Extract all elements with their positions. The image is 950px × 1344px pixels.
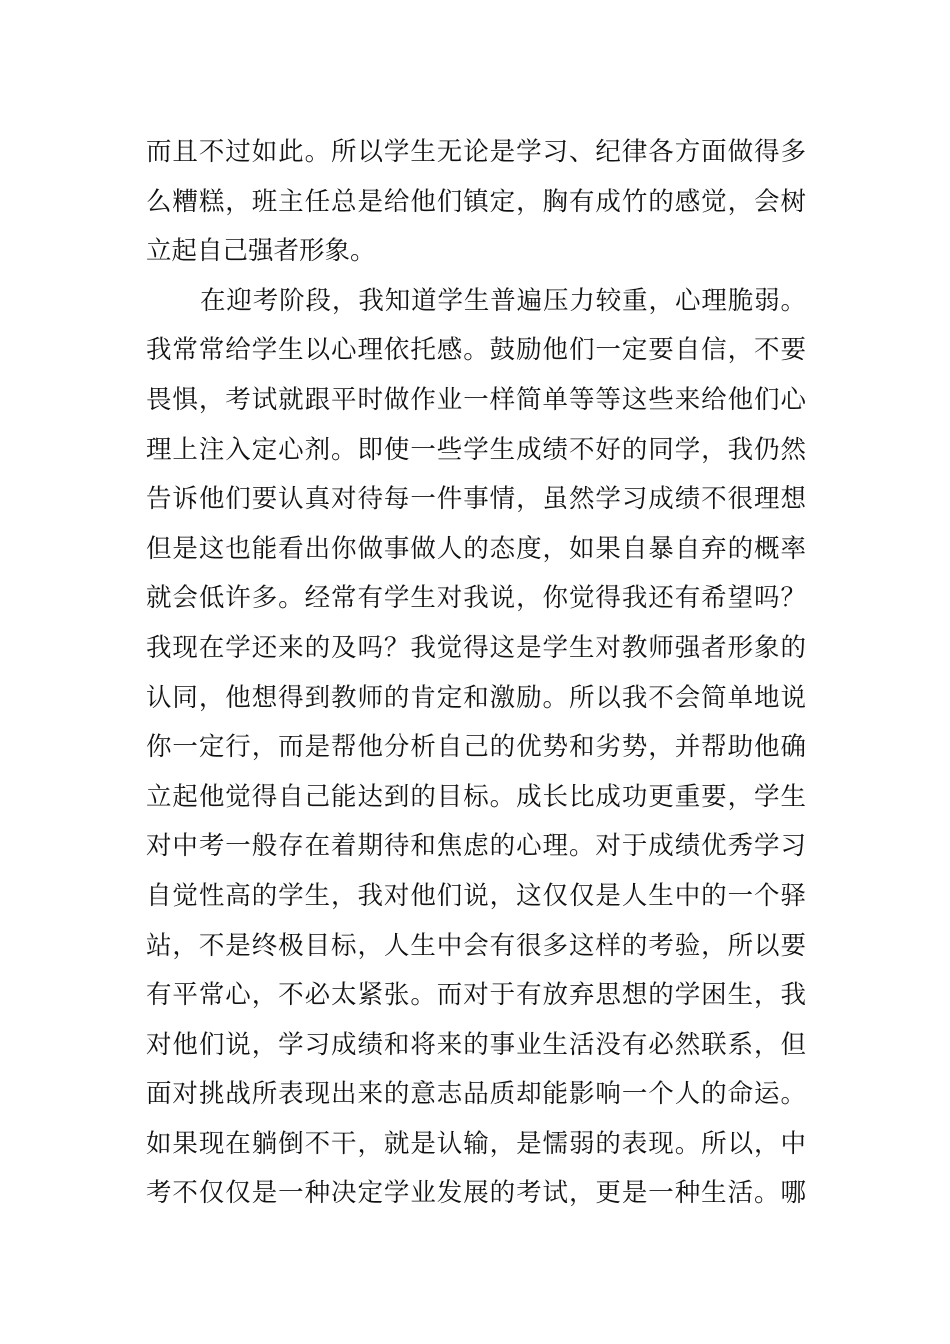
text-line: 但是这也能看出你做事做人的态度，如果自暴自弃的概率 xyxy=(146,533,806,564)
text-line: 有平常心，不必太紧张。而对于有放弃思想的学困生，我 xyxy=(146,980,806,1011)
text-line: 考不仅仅是一种决定学业发展的考试，更是一种生活。哪 xyxy=(146,1178,806,1209)
text-line: 站，不是终极目标，人生中会有很多这样的考验，所以要 xyxy=(146,930,806,961)
text-line: 就会低许多。经常有学生对我说，你觉得我还有希望吗？ xyxy=(146,583,806,614)
text-line: 立起他觉得自己能达到的目标。成长比成功更重要，学生 xyxy=(146,781,806,812)
text-line: 理上注入定心剂。即使一些学生成绩不好的同学，我仍然 xyxy=(146,434,806,465)
text-line: 而且不过如此。所以学生无论是学习、纪律各方面做得多 xyxy=(146,137,806,167)
text-line: 面对挑战所表现出来的意志品质却能影响一个人的命运。 xyxy=(146,1079,806,1110)
text-line: 畏惧，考试就跟平时做作业一样简单等等这些来给他们心 xyxy=(146,384,806,415)
text-line: 对他们说，学习成绩和将来的事业生活没有必然联系，但 xyxy=(146,1029,806,1060)
text-line: 我现在学还来的及吗？我觉得这是学生对教师强者形象的 xyxy=(146,632,806,663)
text-line: 对中考一般存在着期待和焦虑的心理。对于成绩优秀学习 xyxy=(146,831,806,862)
text-line: 在迎考阶段，我知道学生普遍压力较重，心理脆弱。 xyxy=(200,285,806,316)
text-line: 认同，他想得到教师的肯定和激励。所以我不会简单地说 xyxy=(146,682,806,713)
text-line: 我常常给学生以心理依托感。鼓励他们一定要自信，不要 xyxy=(146,335,806,366)
body-text xyxy=(146,128,806,1219)
text-line: 如果现在躺倒不干，就是认输，是懦弱的表现。所以，中 xyxy=(146,1128,806,1159)
text-line: 立起自己强者形象。 xyxy=(146,236,376,267)
text-line: 告诉他们要认真对待每一件事情，虽然学习成绩不很理想 xyxy=(146,484,806,515)
text-line: 么糟糕，班主任总是给他们镇定，胸有成竹的感觉，会树 xyxy=(146,186,806,217)
text-line: 你一定行，而是帮他分析自己的优势和劣势，并帮助他确 xyxy=(146,732,806,763)
text-line: 自觉性高的学生，我对他们说，这仅仅是人生中的一个驿 xyxy=(146,880,806,911)
